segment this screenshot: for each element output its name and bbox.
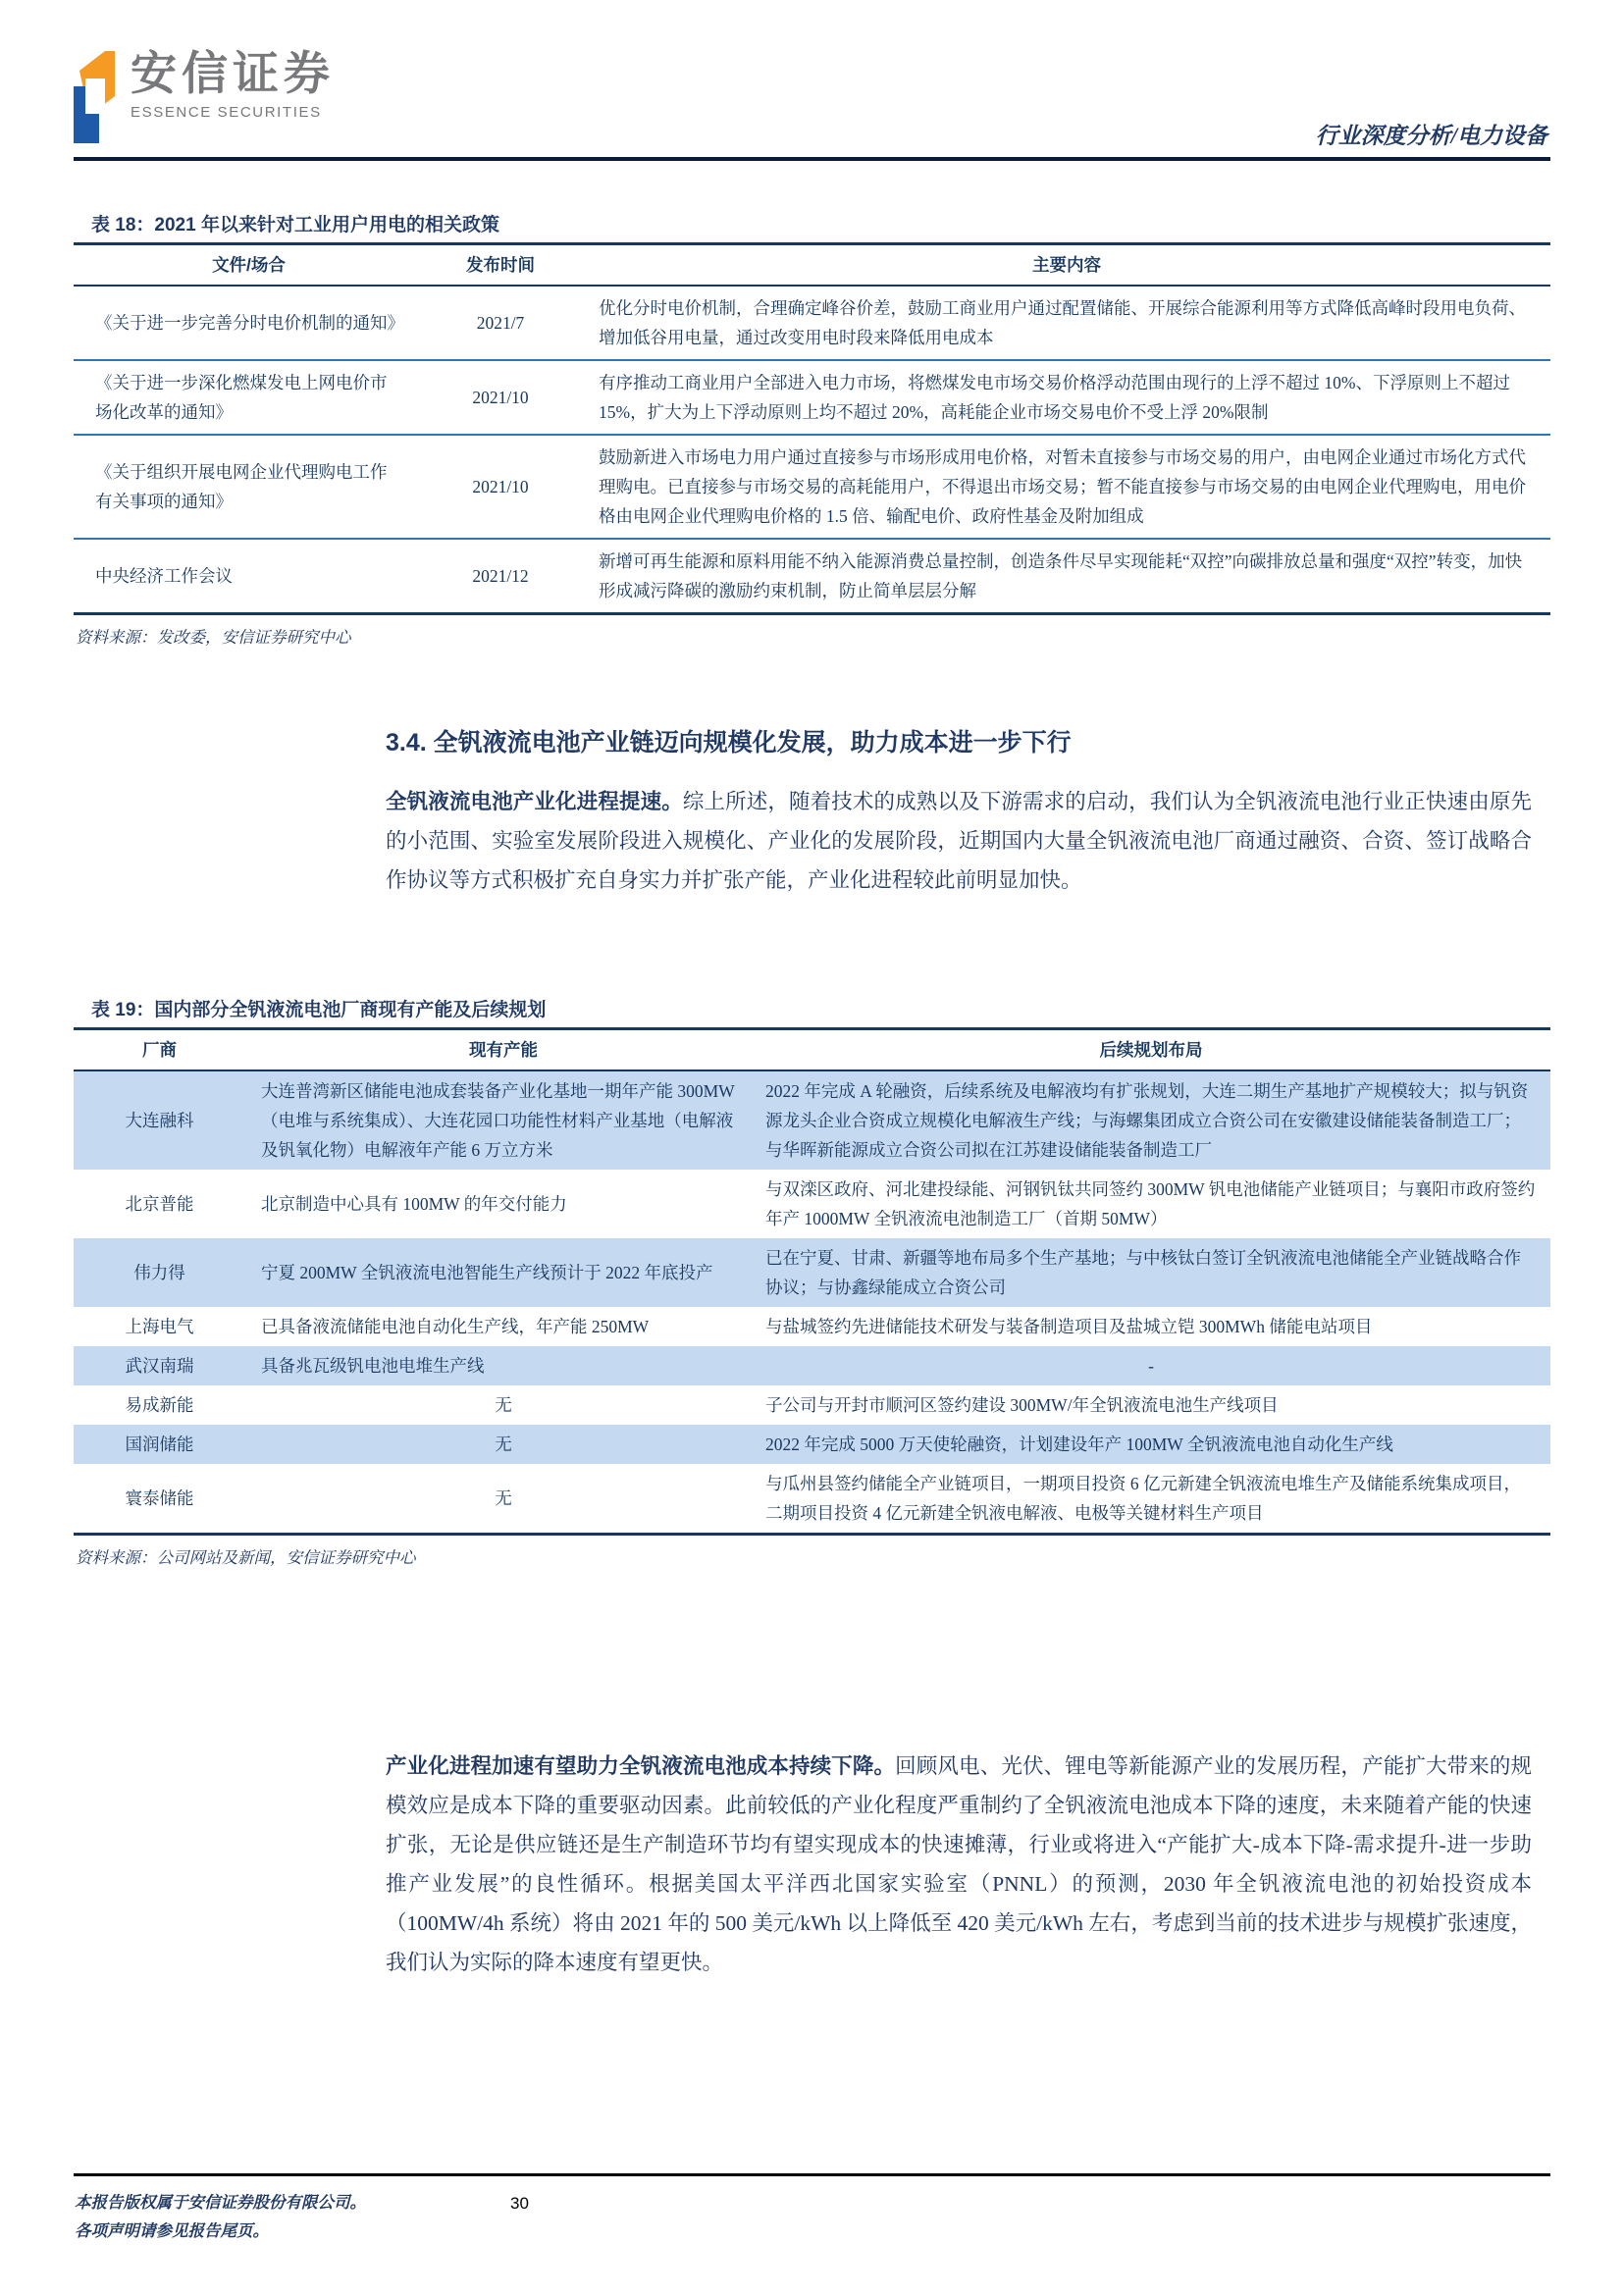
vendor-plan: 子公司与开封市顺河区签约建设 300MW/年全钒液流电池生产线项目 bbox=[765, 1395, 1279, 1415]
vendor-plan: 2022 年完成 5000 万天使轮融资，计划建设年产 100MW 全钒液流电池自动化生产线 bbox=[765, 1435, 1393, 1454]
vendor-name: 上海电气 bbox=[125, 1317, 194, 1336]
table19-title: 表 19：国内部分全钒液流电池厂商现有产能及后续规划 bbox=[74, 993, 1550, 1030]
table18-title: 表 18：2021 年以来针对工业用户用电的相关政策 bbox=[74, 208, 1550, 245]
vendor-name: 北京普能 bbox=[125, 1194, 194, 1214]
table19-col-header: 后续规划布局 bbox=[1099, 1040, 1203, 1060]
table19-header-row bbox=[74, 1030, 1550, 1071]
vendor-capacity: 宁夏 200MW 全钒液流电池智能生产线预计于 2022 年底投产 bbox=[261, 1263, 713, 1282]
table-row bbox=[74, 1071, 1550, 1170]
vendor-capacity: 北京制造中心具有 100MW 的年交付能力 bbox=[261, 1194, 567, 1214]
vendor-plan: 已在宁夏、甘肃、新疆等地布局多个生产基地；与中核钛白签订全钒液流电池储能全产业链战略合作协议；与协鑫绿能成立合资公司 bbox=[765, 1248, 1521, 1297]
vendor-capacity: 具备兆瓦级钒电池电堆生产线 bbox=[261, 1356, 485, 1376]
paragraph bbox=[386, 1747, 1532, 1982]
table18-col-header: 文件/场合 bbox=[212, 255, 286, 275]
vendor-name: 国润储能 bbox=[125, 1435, 194, 1454]
policy-doc: 《关于进一步深化燃煤发电上网电价市场化改革的通知》 bbox=[95, 373, 388, 422]
table18-header-row bbox=[74, 245, 1550, 287]
section-heading: 3.4. 全钒液流电池产业链迈向规模化发展，助力成本进一步下行 bbox=[386, 729, 1072, 757]
policy-content: 新增可再生能源和原料用能不纳入能源消费总量控制，创造条件尽早实现能耗“双控”向碳排放总量和强度“双控”转变，加快形成减污降碳的激励约束机制，防止简单层层分解 bbox=[599, 551, 1523, 600]
vendor-plan: 与瓜州县签约储能全产业链项目，一期项目投资 6 亿元新建全钒液流电堆生产及储能系统集成项目，二期项目投资 4 亿元新建全钒液电解液、电极等关键材料生产项目 bbox=[765, 1474, 1521, 1523]
logo-text bbox=[131, 49, 335, 121]
footer-line1: 本报告版权属于安信证券股份有限公司。 bbox=[75, 2193, 366, 2212]
vendor-plan: - bbox=[1148, 1356, 1154, 1376]
vendor-capacity: 大连普湾新区储能电池成套装备产业化基地一期年产能 300MW（电堆与系统集成）、大连花园口功能性材料产业基地（电解液及钒氧化物）电解液年产能 6 万立方米 bbox=[261, 1081, 735, 1160]
vendor-name: 武汉南瑞 bbox=[125, 1356, 194, 1376]
footer-disclaimer bbox=[75, 2188, 366, 2245]
policy-date: 2021/10 bbox=[472, 477, 529, 496]
vendor-name: 大连融科 bbox=[125, 1111, 194, 1130]
vendor-name: 易成新能 bbox=[125, 1395, 194, 1415]
footer-divider bbox=[74, 2173, 1550, 2176]
table-row bbox=[74, 538, 1550, 612]
header-divider bbox=[74, 157, 1550, 161]
table19 bbox=[74, 993, 1550, 1568]
paragraph bbox=[386, 782, 1532, 900]
policy-doc: 《关于组织开展电网企业代理购电工作有关事项的通知》 bbox=[95, 462, 388, 511]
table-row bbox=[74, 1464, 1550, 1533]
policy-content: 有序推动工商业用户全部进入电力市场，将燃煤发电市场交易价格浮动范围由现行的上浮不超过 10%、下浮原则上不超过 15%，扩大为上下浮动原则上均不超过 20%，高耗能企业市场交易电价不受上浮 20%限制 bbox=[599, 373, 1510, 422]
table19-body bbox=[74, 1071, 1550, 1536]
paragraph-body: 回顾风电、光伏、锂电等新能源产业的发展历程，产能扩大带来的规模效应是成本下降的重要驱动因素。此前较低的产业化程度严重制约了全钒液流电池成本下降的速度，未来随着产能的快速扩张，无论是供应链还是生产制造环节均有望实现成本的快速摊薄，行业或将进入“产能扩大-成本下降-需求提升-进一步助推产业发展”的良性循环。根据美国太平洋西北国家实验室（PNNL）的预测，2030 年全钒液流电池的初始投资成本（100MW/4h 系统）将由 2021 年的 500 美元/kWh 以上降低至 420 美元/kWh 左右，考虑到当前的技术进步与规模扩张速度，我们认为实际的降本速度有望更快。 bbox=[386, 1754, 1532, 1974]
table18-col-header: 发布时间 bbox=[466, 255, 535, 275]
policy-date: 2021/10 bbox=[472, 388, 529, 407]
vendor-capacity: 无 bbox=[495, 1435, 512, 1454]
vendor-name: 伟力得 bbox=[133, 1263, 185, 1282]
table-row bbox=[74, 1238, 1550, 1307]
table18 bbox=[74, 208, 1550, 648]
vendor-plan: 与双滦区政府、河北建投绿能、河钢钒钛共同签约 300MW 钒电池储能产业链项目；与襄阳市政府签约年产 1000MW 全钒液流电池制造工厂（首期 50MW） bbox=[765, 1179, 1536, 1228]
policy-content: 鼓励新进入市场电力用户通过直接参与市场形成用电价格，对暂未直接参与市场交易的用户，由电网企业通过市场化方式代理购电。已直接参与市场交易的高耗能用户，不得退出市场交易；暂不能直接参与市场交易的由电网企业代理购电，用电价格由电网企业代理购电价格的 1.5 倍、输配电价、政府性基金及附加组成 bbox=[599, 447, 1526, 526]
page-number: 30 bbox=[510, 2194, 529, 2213]
policy-doc: 《关于进一步完善分时电价机制的通知》 bbox=[95, 313, 404, 333]
table18-body bbox=[74, 287, 1550, 615]
table19-source: 资料来源：公司网站及新闻，安信证券研究中心 bbox=[76, 1548, 416, 1567]
policy-date: 2021/12 bbox=[472, 566, 529, 586]
table-row bbox=[74, 1307, 1550, 1346]
table-row bbox=[74, 359, 1550, 434]
vendor-capacity: 无 bbox=[495, 1395, 512, 1415]
essence-logo-icon bbox=[74, 49, 115, 143]
table-row bbox=[74, 1170, 1550, 1238]
table-row bbox=[74, 1425, 1550, 1464]
policy-date: 2021/7 bbox=[476, 313, 525, 333]
policy-doc: 中央经济工作会议 bbox=[95, 566, 233, 586]
footer-line2: 各项声明请参见报告尾页。 bbox=[75, 2221, 269, 2240]
logo-en: ESSENCE SECURITIES bbox=[131, 104, 322, 122]
paragraph-body: 综上所述，随着技术的成熟以及下游需求的启动，我们认为全钒液流电池行业正快速由原先的小范围、实验室发展阶段进入规模化、产业化的发展阶段，近期国内大量全钒液流电池厂商通过融资、合资、签订战略合作协议等方式积极扩充自身实力并扩张产能，产业化进程较此前明显加快。 bbox=[386, 790, 1532, 892]
table18-source: 资料来源：发改委，安信证券研究中心 bbox=[76, 628, 351, 647]
table18-col-header: 主要内容 bbox=[1032, 255, 1101, 275]
vendor-capacity: 无 bbox=[495, 1488, 512, 1508]
table-row bbox=[74, 287, 1550, 359]
logo-cn: 安信证券 bbox=[131, 47, 335, 99]
vendor-plan: 2022 年完成 A 轮融资，后续系统及电解液均有扩张规划，大连二期生产基地扩产规模较大；拟与钒资源龙头企业合资成立规模化电解液生产线；与海螺集团成立合资公司在安徽建设储能装备制造工厂；与华晖新能源成立合资公司拟在江苏建设储能装备制造工厂 bbox=[765, 1081, 1529, 1160]
policy-content: 优化分时电价机制，合理确定峰谷价差，鼓励工商业用户通过配置储能、开展综合能源利用等方式降低高峰时段用电负荷、增加低谷用电量，通过改变用电时段来降低用电成本 bbox=[599, 298, 1526, 347]
table19-col-header: 厂商 bbox=[142, 1040, 177, 1060]
report-category: 行业深度分析/电力设备 bbox=[1315, 124, 1547, 148]
table-row bbox=[74, 1385, 1550, 1425]
vendor-name: 寰泰储能 bbox=[125, 1488, 194, 1508]
table-row bbox=[74, 434, 1550, 538]
paragraph-lead: 产业化进程加速有望助力全钒液流电池成本持续下降。 bbox=[386, 1754, 896, 1778]
logo bbox=[74, 49, 335, 143]
table19-col-header: 现有产能 bbox=[469, 1040, 538, 1060]
vendor-capacity: 已具备液流储能电池自动化生产线，年产能 250MW bbox=[261, 1317, 650, 1336]
vendor-plan: 与盐城签约先进储能技术研发与装备制造项目及盐城立铠 300MWh 储能电站项目 bbox=[765, 1317, 1373, 1336]
table-row bbox=[74, 1346, 1550, 1385]
paragraph-lead: 全钒液流电池产业化进程提速。 bbox=[386, 790, 683, 813]
